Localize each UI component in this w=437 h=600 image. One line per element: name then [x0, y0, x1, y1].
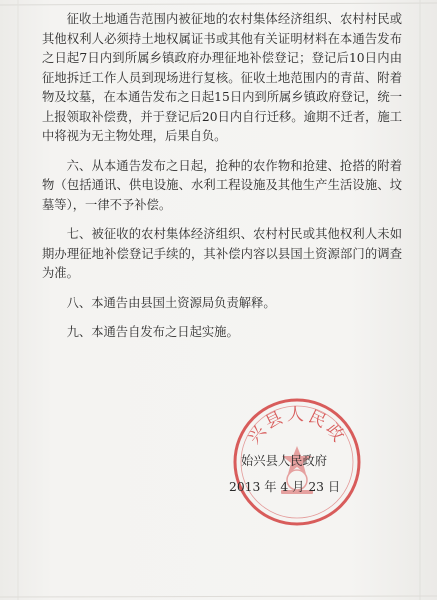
- signature-block: [229, 451, 341, 497]
- issuer-name: 始兴县人民政府: [241, 454, 328, 468]
- paragraph-six-no-compensation: 六、从本通告发布之日起，抢种的农作物和抢建、抢搭的附着物（包括通讯、供电设施、水利工程设施及其他生产生活设施、坟墓等），一律不予补偿。: [42, 158, 402, 212]
- issue-date: 2013 年 4 月 23 日: [229, 480, 341, 494]
- notice-body: [42, 10, 402, 343]
- seal-text: 兴县人民政: [244, 405, 350, 448]
- paragraph-land-compensation-registration: 征收土地通告范围内被征地的农村集体经济组织、农村村民或其他权利人必须持土地权属证书或其他有关证明材料在本通告发布之日起7日内到所属乡镇政府办理征地补偿登记；登记后10日内由征地拆迁工作人员到现场进行复核。征收土地范围内的青苗、附着物及坟墓，在本通告发布之日起15日内到所属乡镇政府登记，统一上报领取补偿费，并于登记后20日内自行迁移。逾期不迁者，施工中将视为无主物处理，后果自负。: [42, 12, 402, 143]
- paragraph-eight-interpretation: 八、本通告由县国土资源局负责解释。: [66, 295, 276, 310]
- paragraph-nine-effective-date: 九、本通告自发布之日起实施。: [66, 325, 239, 339]
- paragraph-seven-unregistered-claims: 七、被征收的农村集体经济组织、农村村民或其他权利人未如期办理征地补偿登记手续的，其补偿内容以县国土资源部门的调查为准。: [42, 227, 402, 280]
